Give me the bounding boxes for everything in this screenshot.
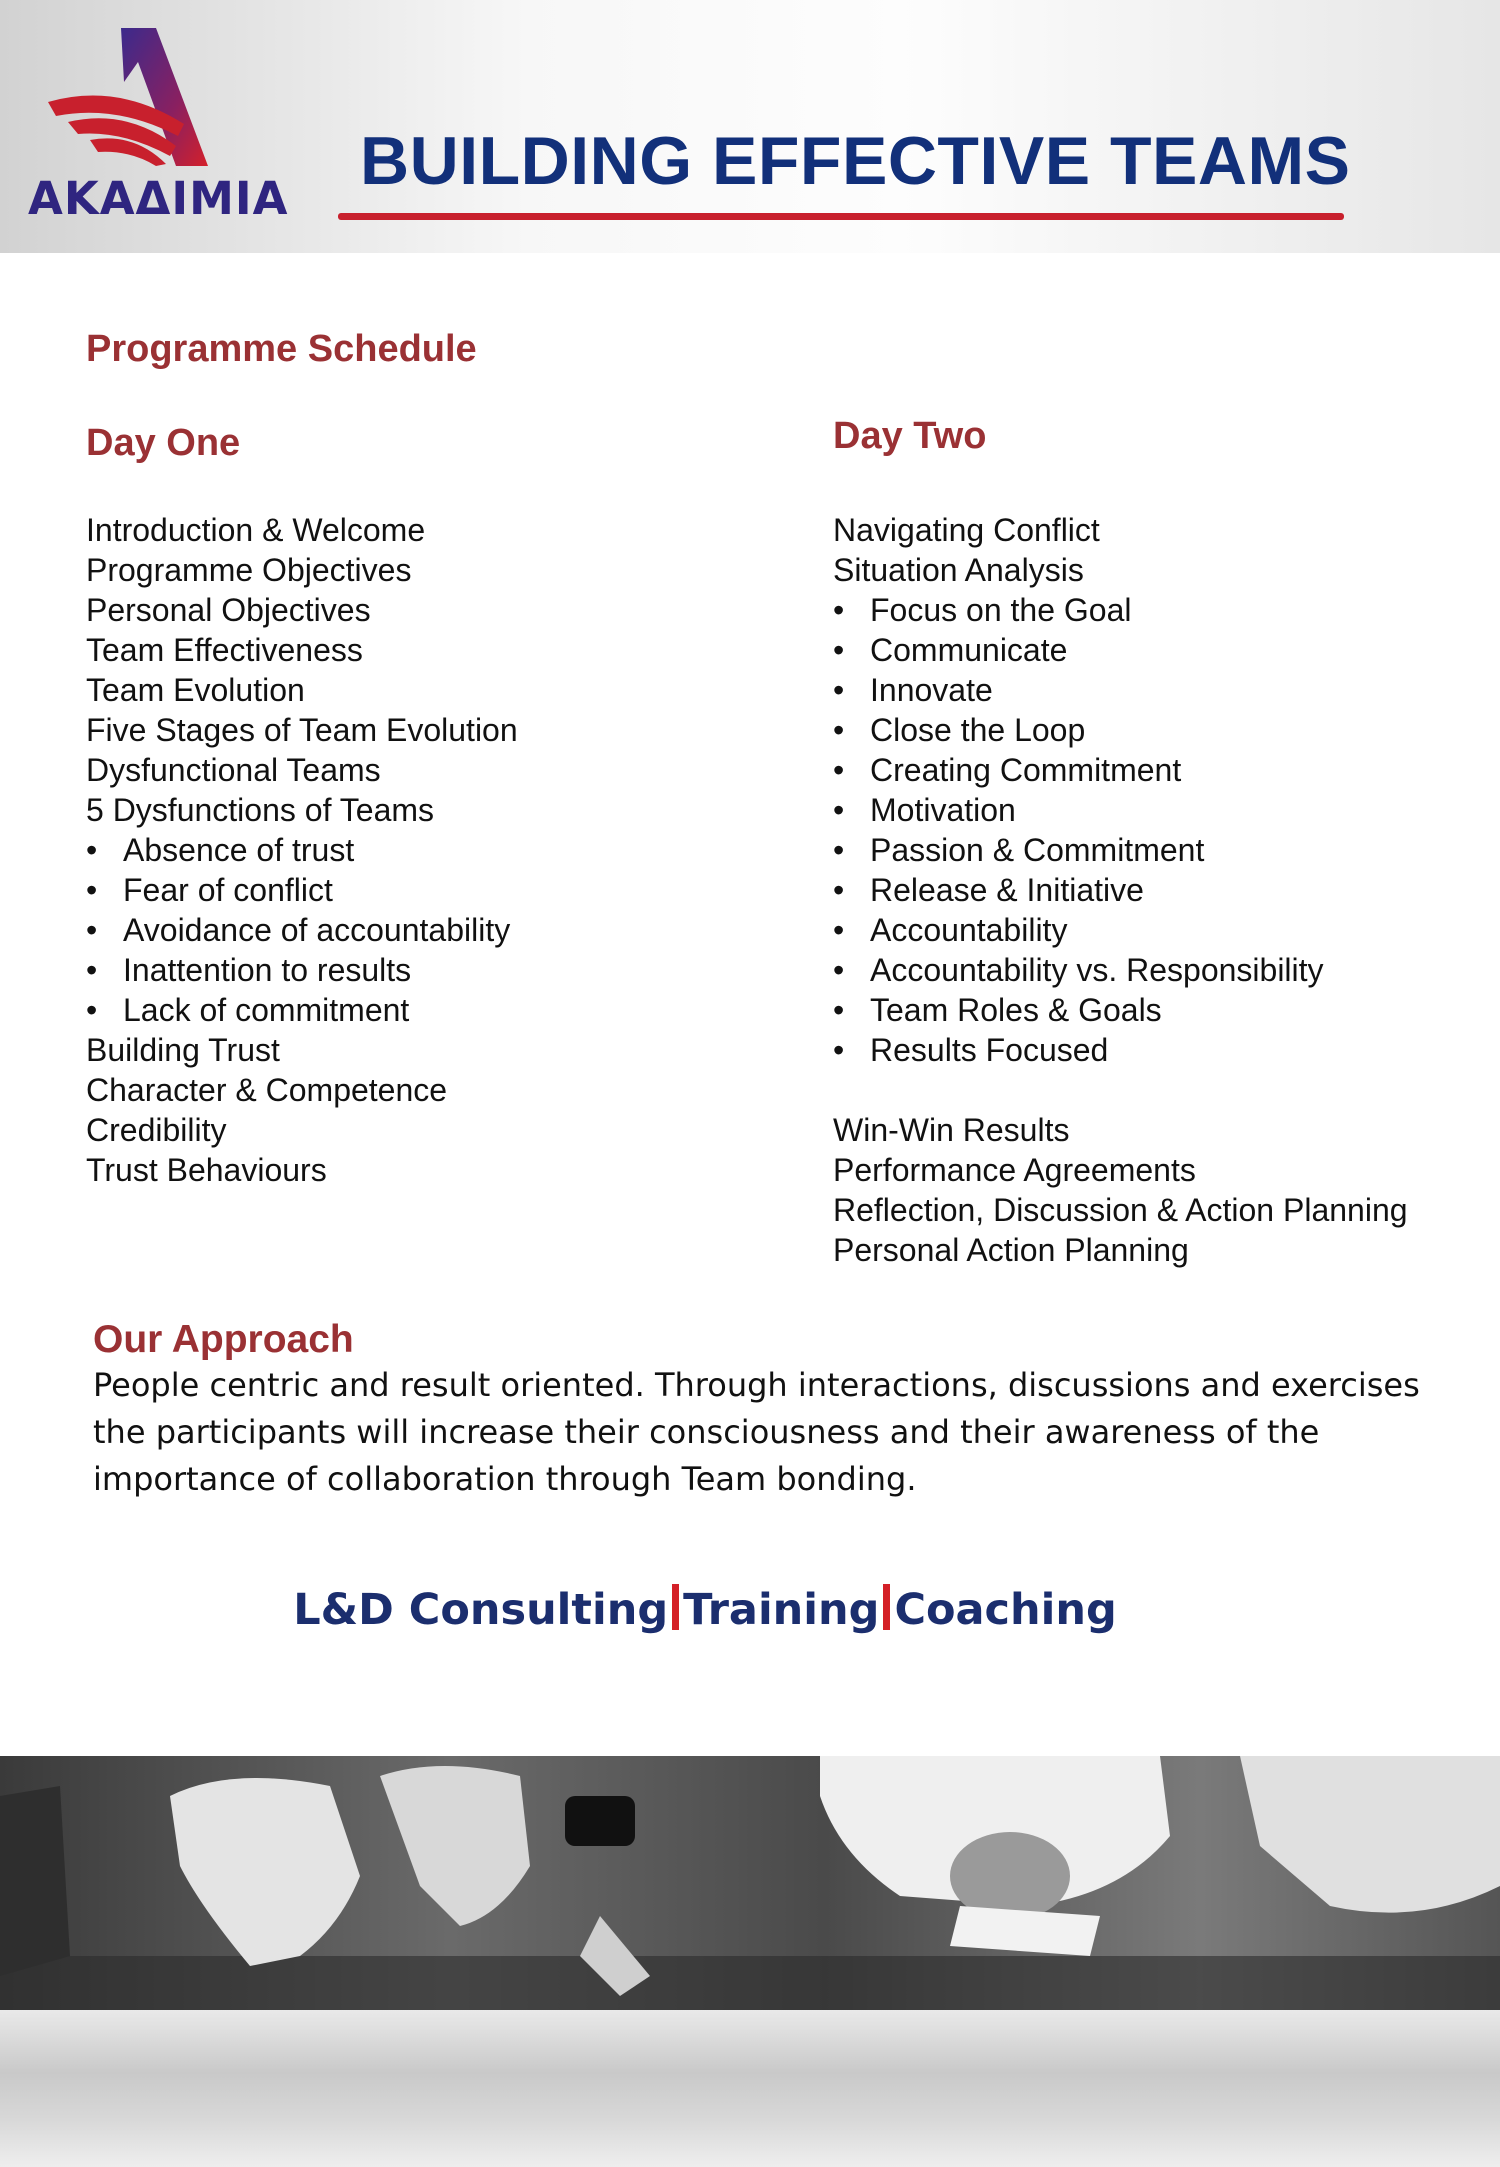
day-one-heading: Day One bbox=[86, 422, 241, 464]
bullet-item: • Lack of commitment bbox=[86, 990, 518, 1030]
list-item: Reflection, Discussion & Action Planning bbox=[833, 1192, 1408, 1228]
bullet-item: • Absence of trust bbox=[86, 830, 518, 870]
page-title: BUILDING EFFECTIVE TEAMS bbox=[360, 123, 1351, 199]
tagline-separator bbox=[672, 1584, 679, 1630]
bullet-item: • Passion & Commitment bbox=[833, 830, 1408, 870]
list-item: Personal Action Planning bbox=[833, 1232, 1189, 1268]
bullet-item: • Avoidance of accountability bbox=[86, 910, 518, 950]
rugby-players-photo bbox=[0, 1756, 1500, 2010]
list-spacer bbox=[833, 1070, 1408, 1110]
title-underline bbox=[338, 213, 1344, 220]
bullet-item: • Focus on the Goal bbox=[833, 590, 1408, 630]
footer-band bbox=[0, 2010, 1500, 2167]
list-item: Programme Objectives bbox=[86, 552, 412, 588]
logo-wordmark: AKAΔIMIA bbox=[28, 172, 289, 225]
bullet-item: • Motivation bbox=[833, 790, 1408, 830]
list-item: Team Effectiveness bbox=[86, 632, 363, 668]
list-item: Performance Agreements bbox=[833, 1152, 1196, 1188]
list-item: 5 Dysfunctions of Teams bbox=[86, 792, 435, 828]
day-two-list bbox=[833, 510, 1408, 1270]
bullet-item: • Accountability bbox=[833, 910, 1408, 950]
bullet-item: • Results Focused bbox=[833, 1030, 1408, 1070]
day-one-list bbox=[86, 510, 518, 1190]
list-item: Trust Behaviours bbox=[86, 1152, 327, 1188]
list-item: Credibility bbox=[86, 1112, 227, 1148]
bullet-item: • Inattention to results bbox=[86, 950, 518, 990]
bullet-item: • Communicate bbox=[833, 630, 1408, 670]
bullet-item: • Innovate bbox=[833, 670, 1408, 710]
bullet-item: • Close the Loop bbox=[833, 710, 1408, 750]
header-band bbox=[0, 0, 1500, 253]
list-item: Introduction & Welcome bbox=[86, 512, 426, 548]
bullet-item: • Creating Commitment bbox=[833, 750, 1408, 790]
list-item: Win-Win Results bbox=[833, 1112, 1070, 1148]
tagline-consulting: L&D Consulting bbox=[293, 1585, 669, 1635]
schedule-heading: Programme Schedule bbox=[86, 328, 477, 370]
list-item: Personal Objectives bbox=[86, 592, 371, 628]
day-two-heading: Day Two bbox=[833, 415, 987, 457]
services-tagline bbox=[0, 1584, 1410, 1635]
tagline-separator bbox=[883, 1584, 890, 1630]
bullet-item: • Fear of conflict bbox=[86, 870, 518, 910]
tagline-coaching: Coaching bbox=[894, 1585, 1117, 1635]
list-item: Team Evolution bbox=[86, 672, 305, 708]
tagline-training: Training bbox=[683, 1585, 880, 1635]
list-item: Character & Competence bbox=[86, 1072, 448, 1108]
bullet-item: • Team Roles & Goals bbox=[833, 990, 1408, 1030]
list-item: Navigating Conflict bbox=[833, 512, 1100, 548]
list-item: Dysfunctional Teams bbox=[86, 752, 381, 788]
list-item: Five Stages of Team Evolution bbox=[86, 712, 518, 748]
bullet-item: • Release & Initiative bbox=[833, 870, 1408, 910]
list-item: Situation Analysis bbox=[833, 552, 1084, 588]
list-item: Building Trust bbox=[86, 1032, 280, 1068]
approach-heading: Our Approach bbox=[93, 1318, 354, 1361]
bullet-item: • Accountability vs. Responsibility bbox=[833, 950, 1408, 990]
approach-body: People centric and result oriented. Through interactions, discussions and exercises the participants will increase their consciousness and their awareness of the importance of collaboration through Team bonding. bbox=[93, 1366, 1420, 1498]
